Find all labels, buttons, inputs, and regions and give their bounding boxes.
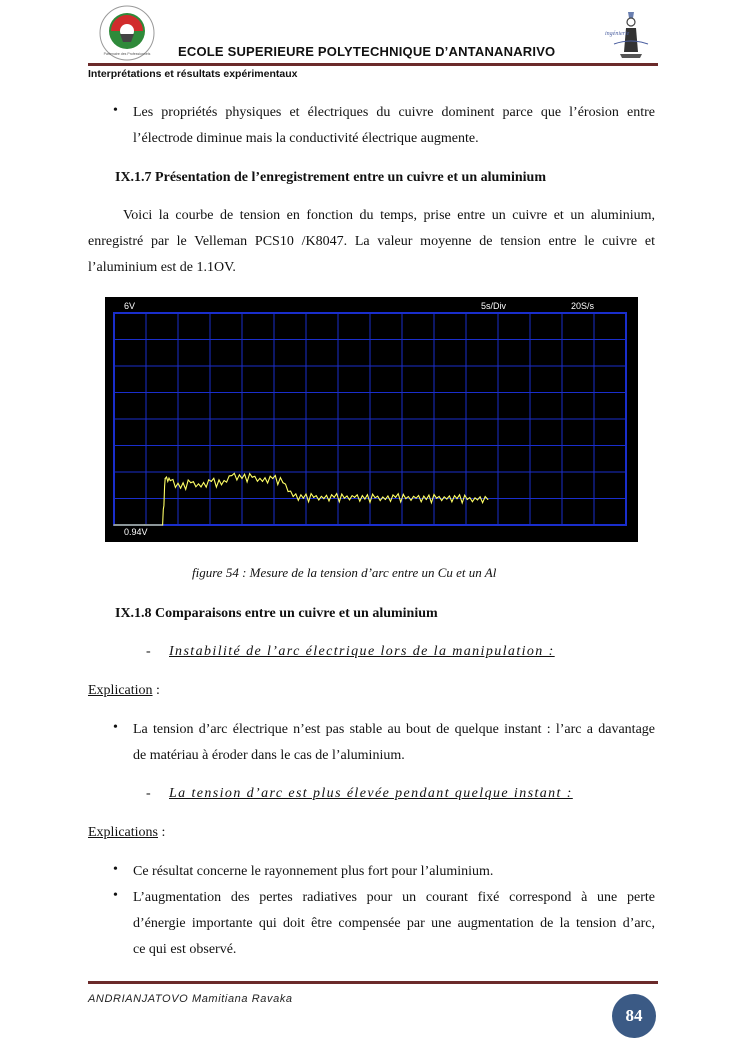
bullet-text: Ce résultat concerne le rayonnement plus fort pour l’aluminium. (133, 864, 494, 879)
bullet-text: Les propriétés physiques et électriques du cuivre dominent parce que l’érosion entre (133, 105, 655, 120)
explanation-label-line (88, 683, 160, 699)
trace-sample-point (262, 481, 263, 482)
trace-sample-point (293, 496, 294, 497)
label-colon: : (152, 683, 160, 698)
bullet-icon: • (113, 103, 118, 118)
trace-sample-point (272, 478, 273, 479)
trace-sample-point (221, 484, 222, 485)
trace-sample-point (241, 478, 242, 479)
figure-caption: figure 54 : Mesure de la tension d’arc entre un Cu et un Al (192, 565, 497, 580)
trace-sample-point (487, 499, 488, 500)
trace-sample-point (354, 497, 355, 498)
label-colon: : (158, 825, 166, 840)
trace-sample-point (446, 498, 447, 499)
trace-sample-point (436, 498, 437, 499)
trace-sample-point (467, 499, 468, 500)
logo-text: ingénierie (605, 31, 630, 37)
trace-sample-point (364, 498, 365, 499)
grid-lines (114, 313, 626, 525)
bullet-text: l’électrode diminue mais la conductivité électrique augmente. (133, 131, 479, 146)
label-min-voltage: 0.94V (124, 527, 148, 537)
dash-marker: - (146, 786, 151, 801)
trace-sample-point (456, 498, 457, 499)
trace-sample-point (323, 498, 324, 499)
trace-sample-point (252, 477, 253, 478)
trace-sample-point (385, 499, 386, 500)
trace-sample-point (180, 488, 181, 489)
bullet-text: ce qui est observé. (133, 942, 237, 957)
trace-sample-point (190, 482, 191, 483)
explanation-label: Explications (88, 825, 158, 840)
bullet-text: de matériau à éroder dans le cas de l’aluminium. (133, 748, 405, 763)
paragraph-line: enregistré par le Velleman PCS10 /K8047. La valeur moyenne de tension entre le cuivre et (88, 234, 655, 249)
header-rule (88, 63, 658, 66)
trace-sample-point (144, 524, 145, 525)
oscilloscope-figure (105, 297, 638, 542)
trace-sample-point (303, 498, 304, 499)
page-number-badge: 84 (612, 994, 656, 1038)
dash-marker: - (146, 644, 151, 659)
label-time-div: 5s/Div (481, 301, 507, 311)
trace-sample-point (165, 478, 166, 479)
trace-sample-point (282, 482, 283, 483)
trace-sample-point (200, 486, 201, 487)
school-name: ECOLE SUPERIEURE POLYTECHNIQUE D’ANTANANARIVO (178, 44, 556, 59)
label-sample-rate: 20S/s (571, 301, 595, 311)
chapter-title: Interprétations et résultats expérimentaux (88, 68, 298, 80)
trace-sample-point (405, 498, 406, 499)
author-name: ANDRIANJATOVO Mamitiana Ravaka (88, 993, 293, 1005)
bullet-icon: • (113, 862, 118, 877)
paragraph-line: Voici la courbe de tension en fonction du temps, prise entre un cuivre et un aluminium, (123, 208, 655, 223)
trace-sample-point (162, 524, 163, 525)
explanation-label: Explication (88, 683, 153, 698)
bullet-text: L’augmentation des pertes radiatives pour un courant fixé correspond à une perte (133, 890, 655, 905)
bullet-icon: • (113, 888, 118, 903)
trace-sample-point (415, 498, 416, 499)
logo-caption: Partenaire des Professionnels (103, 52, 151, 56)
trace-sample-point (344, 498, 345, 499)
trace-sample-point (113, 524, 114, 525)
voltage-chart (105, 297, 638, 542)
trace-sample-point (477, 499, 478, 500)
trace-sample-point (375, 497, 376, 498)
trace-sample-point (334, 497, 335, 498)
subheading: Instabilité de l’arc électrique lors de la manipulation : (169, 644, 555, 659)
trace-sample-point (211, 481, 212, 482)
section-heading: IX.1.7 Présentation de l’enregistrement entre un cuivre et un aluminium (115, 170, 546, 185)
trace-sample-point (426, 499, 427, 500)
bullet-text: La tension d’arc électrique n’est pas stable au bout de quelque instant : l’arc a davantage (133, 722, 655, 737)
subheading: La tension d’arc est plus élevée pendant quelque instant : (169, 786, 573, 801)
bullet-icon: • (113, 720, 118, 735)
bullet-text: d’énergie importante qui doit être compensée par une augmentation de la tension d’arc, (133, 916, 655, 931)
section-heading: IX.1.8 Comparaisons entre un cuivre et un aluminium (115, 606, 438, 621)
trace-sample-point (313, 497, 314, 498)
trace-sample-point (170, 480, 171, 481)
trace-sample-point (395, 497, 396, 498)
paragraph-line: l’aluminium est de 1.1OV. (88, 260, 236, 275)
label-max-voltage: 6V (124, 301, 136, 311)
footer-rule (88, 981, 658, 984)
explanation-label-line (88, 825, 165, 841)
trace-sample-point (231, 475, 232, 476)
